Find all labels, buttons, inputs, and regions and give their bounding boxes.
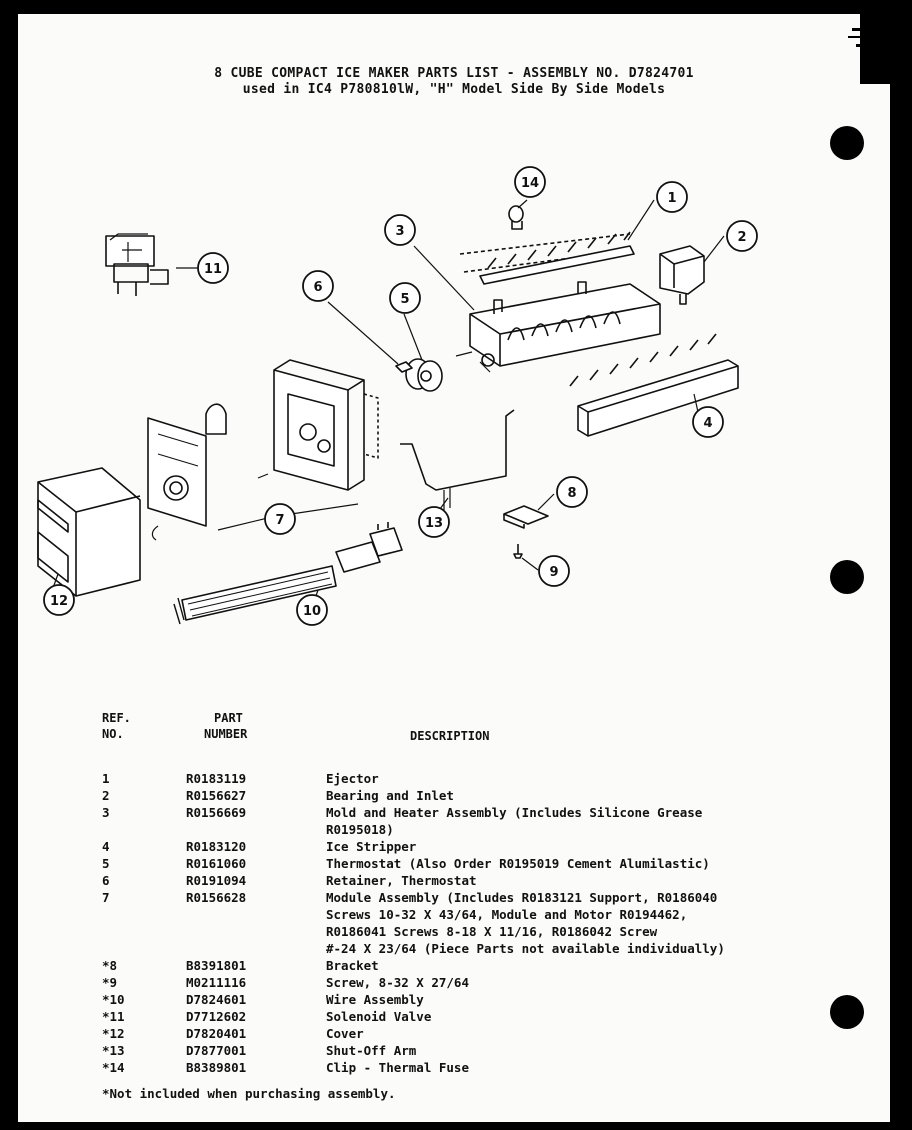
part-number: R0183120 [186,839,247,854]
ref-no: 2 [102,788,110,803]
cover-drawing [38,468,140,596]
callout-5 [390,283,420,313]
exploded-diagram [18,14,890,694]
description: Clip - Thermal Fuse [326,1060,469,1075]
part-number: B8389801 [186,1060,247,1075]
table-row [96,1008,886,1025]
connector-drawing [336,522,402,572]
callout-10 [297,595,327,625]
thermostat-drawing [406,359,442,391]
callout-9 [539,556,569,586]
table-row [96,974,886,991]
table-row [96,855,886,872]
svg-text:14: 14 [520,176,540,191]
description: Module Assembly (Includes R0183121 Support, R0186040 Screws 10-32 X 43/64, Module and Motor R0194462, R0186041 Screws 8-18 X 11/16, R0186042 Screw #-24 X 23/64 (Piece Parts not available individually) [326,890,725,956]
part-number: R0156628 [186,890,247,905]
table-row [96,889,886,957]
ref-no: 1 [102,771,110,786]
screw-drawing [514,544,522,558]
table-row [96,957,886,974]
footnote: *Not included when purchasing assembly. [102,1086,396,1101]
table-row [96,991,886,1008]
description: Retainer, Thermostat [326,873,477,888]
table-row [96,770,886,787]
svg-text:9: 9 [549,565,559,580]
svg-text:6: 6 [313,280,323,295]
part-number: D7824601 [186,992,247,1007]
description: Mold and Heater Assembly (Includes Silicone Grease R0195018) [326,805,703,837]
svg-text:2: 2 [737,230,747,245]
ref-no: *8 [102,958,118,973]
clip-drawing [509,206,523,229]
callout-7 [265,504,295,534]
solenoid-valve-drawing [106,234,168,296]
callout-1 [657,182,687,212]
callout-13 [419,507,449,537]
svg-text:11: 11 [203,262,223,277]
part-number: R0161060 [186,856,247,871]
header-description: DESCRIPTION [410,729,490,743]
part-number: B8391801 [186,958,247,973]
table-row [96,872,886,889]
table-row [96,838,886,855]
ref-no: *11 [102,1009,125,1024]
svg-text:8: 8 [567,486,577,501]
ref-no: *13 [102,1043,125,1058]
part-number: R0156627 [186,788,247,803]
part-number: D7877001 [186,1043,247,1058]
table-row [96,1059,886,1076]
svg-text:10: 10 [302,604,322,619]
header-part-number: PART NUMBER [204,711,248,741]
svg-text:1: 1 [667,191,677,206]
part-number: D7820401 [186,1026,247,1041]
bracket-drawing [504,506,548,528]
callout-4 [693,407,723,437]
svg-text:12: 12 [49,594,69,609]
mold-drawing [456,282,660,372]
callout-6 [303,271,333,301]
ref-no: *12 [102,1026,125,1041]
ref-no: 6 [102,873,110,888]
description: Solenoid Valve [326,1009,432,1024]
description: Screw, 8-32 X 27/64 [326,975,469,990]
module-housing-drawing [258,360,378,490]
part-number: R0156669 [186,805,247,820]
ref-no: 4 [102,839,110,854]
ref-no: 5 [102,856,110,871]
bearing-drawing [660,246,704,304]
table-row [96,1025,886,1042]
part-number: R0183119 [186,771,247,786]
callout-11 [198,253,228,283]
table-row [96,804,886,838]
callout-3 [385,215,415,245]
description: Cover [326,1026,364,1041]
ref-no: 7 [102,890,110,905]
parts-table [96,770,886,1076]
title-line-1: 8 CUBE COMPACT ICE MAKER PARTS LIST - ASSEMBLY NO. D7824701 [214,66,694,81]
description: Ice Stripper [326,839,417,854]
callout-2 [727,221,757,251]
svg-text:4: 4 [703,416,713,431]
description: Shut-Off Arm [326,1043,417,1058]
ejector-drawing [460,232,634,284]
svg-text:7: 7 [275,513,285,528]
description: Wire Assembly [326,992,424,1007]
ref-no: *9 [102,975,118,990]
table-row [96,1042,886,1059]
svg-text:3: 3 [395,224,405,239]
part-number: M0211116 [186,975,247,990]
motor-plate-drawing [148,404,226,540]
description: Thermostat (Also Order R0195019 Cement Alumilastic) [326,856,710,871]
parts-sheet [18,14,890,1122]
description: Bearing and Inlet [326,788,454,803]
ref-no: 3 [102,805,110,820]
part-number: D7712602 [186,1009,247,1024]
header-ref: REF. NO. [102,711,131,741]
description: Ejector [326,771,379,786]
callout-14 [515,167,545,197]
svg-text:13: 13 [424,516,444,531]
svg-text:5: 5 [400,292,410,307]
shutoff-arm-drawing [400,410,514,510]
ref-no: *10 [102,992,125,1007]
title-line-2: used in IC4 P780810lW, "H" Model Side By Side Models [242,82,666,97]
ref-no: *14 [102,1060,125,1075]
description: Bracket [326,958,379,973]
callout-8 [557,477,587,507]
part-number: R0191094 [186,873,247,888]
callout-12 [44,585,74,615]
table-row [96,787,886,804]
